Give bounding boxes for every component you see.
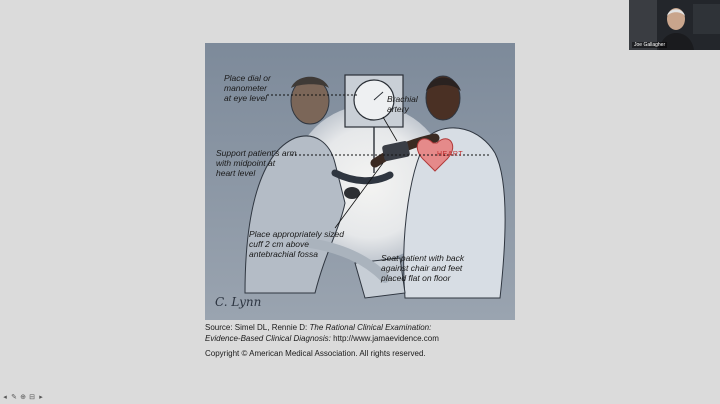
source-title-part-1: The Rational Clinical Examination: [309, 323, 432, 332]
source-url: http://www.jamaevidence.com [330, 333, 439, 343]
copyright-notice: Copyright © American Medical Association. All rights reserved. [205, 349, 426, 358]
source-prefix: Source: Simel DL, Rennie D: [205, 323, 310, 332]
zoom-icon[interactable]: ⊕ [20, 394, 26, 401]
slide-caption [205, 323, 505, 360]
participant-name: Joe Gallagher [634, 42, 666, 48]
slide-control-bar [1, 394, 45, 403]
next-icon[interactable]: ▸ [39, 394, 43, 401]
callout-support-arm: Support patient's arm with midpoint at heart level [216, 148, 297, 178]
blood-pressure-illustration [205, 43, 515, 320]
callout-brachial-artery: Brachial artery [387, 94, 418, 114]
artist-signature: C. Lynn [215, 295, 262, 309]
pen-icon[interactable]: ✎ [11, 394, 17, 401]
source-title-part-2: Evidence-Based Clinical Diagnosis: [205, 333, 331, 343]
callout-dial-eye-level: Place dial or manometer at eye level [224, 73, 271, 103]
previous-icon[interactable]: ◂ [3, 394, 7, 401]
callout-cuff-placement: Place appropriately sized cuff 2 cm above antebrachial fossa [249, 229, 344, 259]
source-line-2 [205, 334, 505, 345]
heart-label: HEART [437, 151, 464, 158]
source-line-1 [205, 323, 505, 334]
menu-icon[interactable]: ⊟ [29, 394, 35, 401]
callout-seat-patient: Seat patient with back against chair and feet placed flat on floor [381, 253, 465, 283]
participant-video-tile[interactable] [629, 0, 720, 50]
